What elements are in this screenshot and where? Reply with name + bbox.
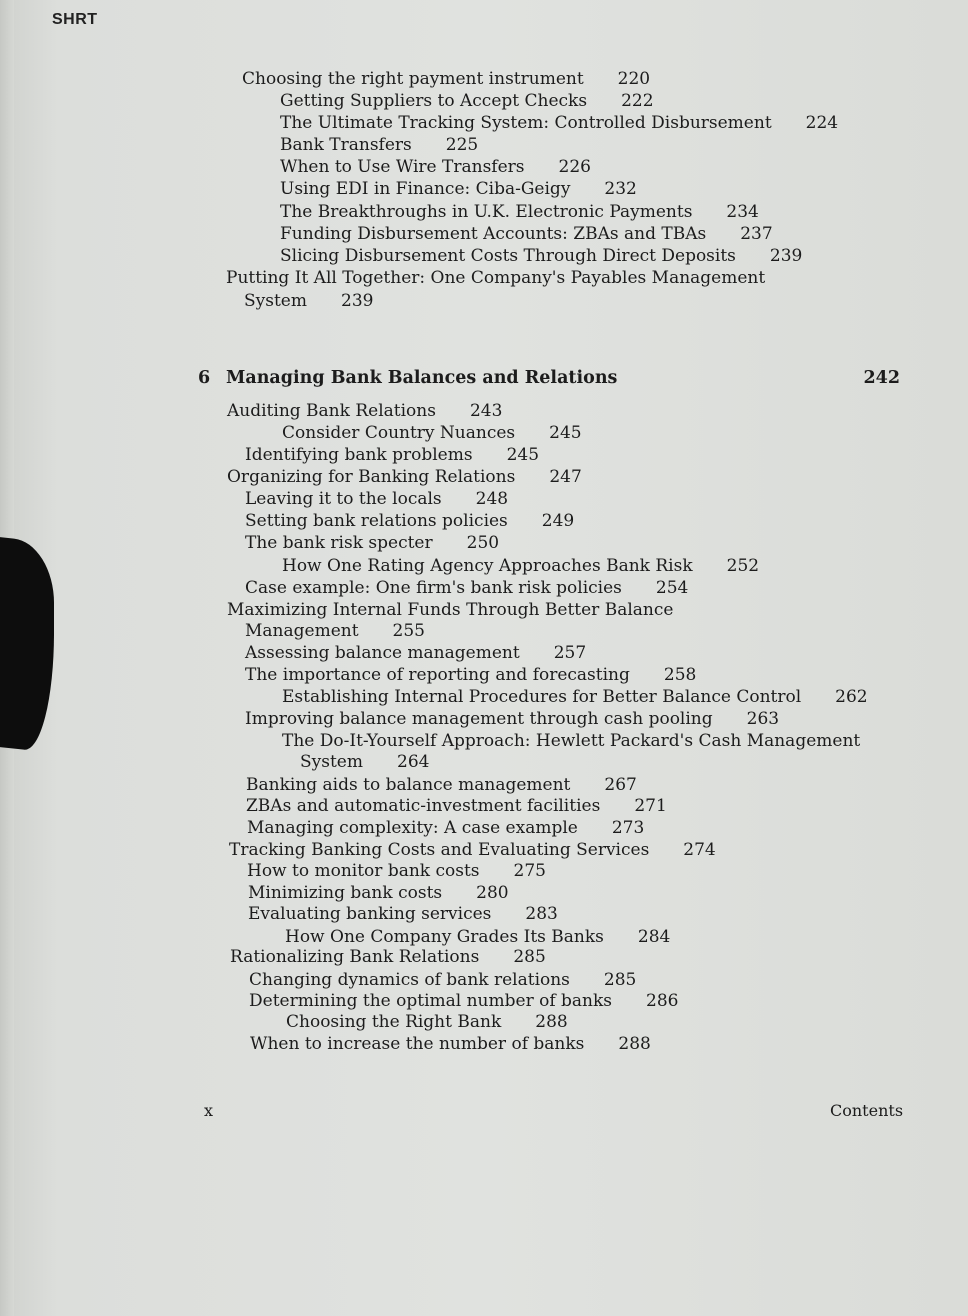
- toc-entry-page: 288: [618, 1034, 651, 1054]
- toc-entry-page: 286: [646, 991, 679, 1011]
- toc-entry-title: The importance of reporting and forecasting: [245, 665, 630, 685]
- toc-entry-title: Determining the optimal number of banks: [249, 991, 613, 1011]
- toc-entry-title: Choosing the right payment instrument: [242, 69, 584, 89]
- toc-entry[interactable]: [248, 903, 558, 925]
- toc-entry[interactable]: [280, 156, 591, 178]
- toc-entry[interactable]: [245, 708, 779, 730]
- toc-entry-page: 225: [445, 135, 479, 155]
- toc-entry[interactable]: [227, 466, 582, 488]
- toc-entry-title: Organizing for Banking Relations: [227, 467, 516, 487]
- toc-entry-title: Auditing Bank Relations: [227, 401, 436, 421]
- toc-entry-title: Banking aids to balance management: [246, 775, 571, 795]
- toc-entry-title: Maximizing Internal Funds Through Better Balance: [227, 600, 674, 620]
- toc-entry-page: 285: [513, 947, 546, 967]
- toc-entry[interactable]: [249, 990, 678, 1012]
- toc-entry-title: Changing dynamics of bank relations: [249, 970, 570, 990]
- toc-entry-page: 284: [637, 927, 671, 947]
- toc-entry-page: 226: [558, 157, 591, 177]
- toc-entry-page: 258: [663, 665, 697, 685]
- toc-entry-page: 250: [466, 533, 500, 553]
- toc-entry-title: Assessing balance management: [245, 643, 520, 663]
- running-footer: Contents: [830, 1101, 904, 1120]
- toc-entry[interactable]: [282, 555, 759, 577]
- toc-entry[interactable]: [245, 577, 688, 599]
- toc-entry-page: 283: [525, 904, 558, 924]
- toc-entry[interactable]: [245, 510, 574, 532]
- toc-entry-page: 262: [835, 687, 868, 707]
- chapter-page-number: 242: [863, 368, 900, 388]
- toc-entry[interactable]: [245, 488, 508, 510]
- toc-entry-page: 224: [805, 113, 839, 133]
- toc-entry-title: Rationalizing Bank Relations: [230, 947, 480, 967]
- toc-entry-page: 247: [549, 467, 582, 487]
- toc-entry[interactable]: [247, 817, 644, 839]
- toc-entry[interactable]: [246, 795, 667, 817]
- toc-entry[interactable]: [282, 422, 582, 444]
- toc-entry[interactable]: [280, 134, 478, 156]
- toc-entry-title: When to Use Wire Transfers: [280, 157, 525, 177]
- toc-entry-title: Setting bank relations policies: [245, 511, 508, 531]
- toc-entry-page: 267: [604, 775, 637, 795]
- toc-entry-page: 288: [535, 1012, 568, 1032]
- toc-entry-page: 285: [603, 970, 637, 990]
- toc-entry-title: The Breakthroughs in U.K. Electronic Payments: [280, 202, 693, 222]
- toc-entry-title: Identifying bank problems: [245, 445, 473, 465]
- toc-entry-page: 273: [611, 818, 645, 838]
- toc-entry[interactable]: [229, 839, 716, 861]
- toc-entry-title: Evaluating banking services: [248, 904, 492, 924]
- toc-entry-page: 263: [746, 709, 780, 729]
- toc-entry[interactable]: [285, 926, 670, 948]
- toc-entry-title: System: [244, 291, 307, 311]
- toc-entry-page: 239: [341, 291, 374, 311]
- toc-entry[interactable]: [280, 178, 637, 200]
- toc-entry-title: Funding Disbursement Accounts: ZBAs and TBAs: [280, 224, 707, 244]
- toc-entry[interactable]: [280, 223, 773, 245]
- toc-entry[interactable]: [227, 599, 673, 621]
- toc-entry-title: Improving balance management through cash pooling: [245, 709, 713, 729]
- toc-entry[interactable]: [280, 112, 838, 134]
- toc-entry-page: 249: [541, 511, 575, 531]
- toc-entry[interactable]: [280, 90, 654, 112]
- toc-entry[interactable]: [246, 774, 637, 796]
- toc-entry-title: Putting It All Together: One Company's Payables Management: [226, 268, 766, 288]
- toc-entry-page: 255: [392, 621, 425, 641]
- toc-entry-page: 222: [621, 91, 654, 111]
- thumb-shadow: [0, 537, 54, 753]
- toc-entry-page: 257: [553, 643, 587, 663]
- toc-entry[interactable]: [245, 642, 586, 664]
- toc-entry-title: Leaving it to the locals: [245, 489, 442, 509]
- toc-entry-page: 220: [617, 69, 651, 89]
- toc-entry[interactable]: [247, 860, 546, 882]
- toc-entry[interactable]: [245, 444, 539, 466]
- toc-entry-title: Consider Country Nuances: [282, 423, 516, 443]
- toc-entry-page: 239: [769, 246, 803, 266]
- toc-entry-title: Using EDI in Finance: Ciba-Geigy: [280, 179, 571, 199]
- toc-entry-page: 280: [476, 883, 509, 903]
- folio: x: [204, 1101, 214, 1120]
- toc-entry[interactable]: [282, 730, 860, 752]
- toc-entry-title: When to increase the number of banks: [250, 1034, 585, 1054]
- toc-entry[interactable]: [300, 751, 429, 773]
- toc-entry-page: 252: [726, 556, 760, 576]
- toc-entry-title: The Do-It-Yourself Approach: Hewlett Packard's Cash Management: [282, 731, 861, 751]
- toc-entry[interactable]: [249, 969, 636, 991]
- toc-entry-page: 264: [397, 752, 430, 772]
- chapter-title: Managing Bank Balances and Relations: [226, 368, 618, 388]
- toc-entry-page: 245: [506, 445, 540, 465]
- toc-entry[interactable]: [250, 1033, 651, 1055]
- toc-entry[interactable]: [280, 245, 802, 267]
- toc-entry-page: 232: [604, 179, 637, 199]
- toc-entry-title: The bank risk specter: [245, 533, 433, 553]
- toc-entry[interactable]: [242, 68, 650, 90]
- toc-entry-page: 243: [469, 401, 503, 421]
- toc-entry-page: 237: [740, 224, 773, 244]
- toc-entry[interactable]: [280, 201, 759, 223]
- toc-entry-title: Case example: One firm's bank risk policies: [245, 578, 622, 598]
- toc-entry-title: Management: [245, 621, 359, 641]
- toc-entry-page: 234: [726, 202, 759, 222]
- toc-entry[interactable]: [282, 686, 868, 708]
- toc-entry-page: 254: [655, 578, 689, 598]
- toc-entry[interactable]: [245, 620, 425, 642]
- toc-entry-title: Getting Suppliers to Accept Checks: [280, 91, 588, 111]
- toc-entry-page: 274: [683, 840, 716, 860]
- toc-entry-title: Bank Transfers: [280, 135, 412, 155]
- toc-entry-title: The Ultimate Tracking System: Controlled Disbursement: [280, 113, 772, 133]
- toc-entry-page: 271: [634, 796, 667, 816]
- toc-entry[interactable]: [230, 946, 546, 968]
- toc-entry-page: 275: [513, 861, 546, 881]
- toc-entry-title: Managing complexity: A case example: [247, 818, 578, 838]
- toc-entry-title: How One Rating Agency Approaches Bank Risk: [282, 556, 693, 576]
- toc-entry[interactable]: [245, 664, 696, 686]
- toc-entry-title: How to monitor bank costs: [247, 861, 480, 881]
- toc-entry-title: System: [300, 752, 363, 772]
- toc-entry-title: Tracking Banking Costs and Evaluating Services: [229, 840, 650, 860]
- toc-entry-title: ZBAs and automatic-investment facilities: [246, 796, 601, 816]
- toc-entry[interactable]: [244, 290, 373, 312]
- toc-entry-page: 248: [475, 489, 509, 509]
- toc-entry[interactable]: [286, 1011, 568, 1033]
- toc-entry[interactable]: [248, 882, 509, 904]
- toc-entry-title: Choosing the Right Bank: [286, 1012, 502, 1032]
- corner-stamp: SHRT: [52, 11, 98, 28]
- toc-entry-title: Establishing Internal Procedures for Better Balance Control: [282, 687, 802, 707]
- toc-entry[interactable]: [245, 532, 499, 554]
- toc-entry[interactable]: [227, 400, 502, 422]
- toc-entry-title: Minimizing bank costs: [248, 883, 443, 903]
- chapter-number: 6: [198, 368, 211, 388]
- toc-entry-title: How One Company Grades Its Banks: [285, 927, 604, 947]
- toc-entry-page: 245: [549, 423, 582, 443]
- toc-entry[interactable]: [226, 267, 765, 289]
- toc-entry-title: Slicing Disbursement Costs Through Direct Deposits: [280, 246, 736, 266]
